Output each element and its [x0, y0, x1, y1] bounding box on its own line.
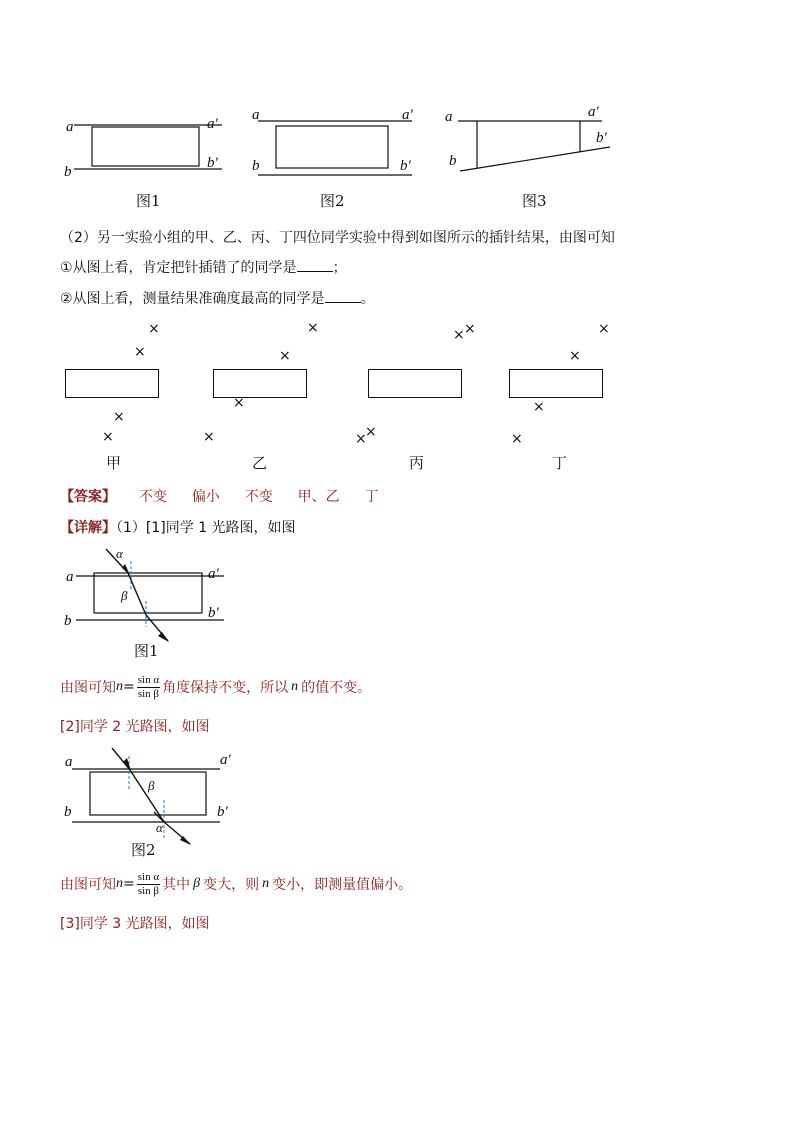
pin-mark: × — [569, 348, 581, 364]
pin-mark: × — [598, 321, 610, 337]
fig1-label-a: a — [66, 119, 74, 135]
formula-prefix: 由图可知 — [60, 680, 116, 696]
pin-mark: × — [453, 327, 465, 343]
pin-box-ding — [509, 369, 603, 398]
detail-fig2-alpha: α — [156, 820, 163, 835]
fig2-caption: 图2 — [320, 192, 345, 210]
detail-fig1-label-a-prime: a′ — [208, 566, 219, 582]
fraction-denominator: sin β — [137, 687, 159, 700]
pin-mark: × — [203, 429, 215, 445]
q2-item-1-end: ； — [332, 260, 347, 276]
fig3-label-b-prime: b′ — [596, 130, 607, 146]
pin-mark: × — [355, 431, 367, 447]
detail-line-5: [3]同学 3 光路图，如图 — [60, 916, 210, 932]
detail-line-1-text: （1）[1]同学 1 光路图，如图 — [116, 520, 296, 536]
pin-box-bing — [368, 369, 462, 398]
fig2-label-b: b — [252, 158, 260, 174]
figure-1-top — [60, 105, 230, 185]
fig2-label-a-prime: a′ — [402, 107, 413, 123]
detail-fig2-label-a-prime: a′ — [220, 752, 231, 768]
equals-sign: = — [123, 679, 135, 695]
q2-item-2-end: 。 — [360, 291, 375, 307]
detail-fig1-label-a: a — [66, 569, 74, 585]
detail-line-2 — [60, 670, 371, 704]
detail-fig1-alpha: α — [116, 546, 123, 561]
answer-item: 不变 — [244, 489, 273, 505]
fig1-label-b: b — [64, 164, 72, 180]
detail-fig2-label-a: a — [65, 754, 73, 770]
detail-fig2-beta: β — [148, 778, 155, 793]
fig3-label-a: a — [445, 109, 453, 125]
pin-mark: × — [102, 429, 114, 445]
fig3-label-b: b — [449, 153, 457, 169]
student-label-jia: 甲 — [106, 454, 122, 472]
pin-mark: × — [113, 409, 125, 425]
pin-mark: × — [533, 399, 545, 415]
pin-mark: × — [279, 348, 291, 364]
student-label-yi: 乙 — [252, 454, 268, 472]
q2-item-1 — [60, 257, 347, 277]
pin-mark: × — [464, 321, 476, 337]
snell-fraction — [137, 871, 160, 898]
fraction-numerator: sin α — [137, 870, 160, 883]
fig2-label-b-prime: b′ — [400, 158, 411, 174]
fig1-label-b-prime: b′ — [207, 155, 218, 171]
detail-fig2-label-b: b — [64, 804, 72, 820]
q2-item-2-text: ②从图上看，测量结果准确度最高的同学是 — [60, 291, 325, 307]
answer-blank-1[interactable] — [297, 259, 333, 272]
student-label-ding: 丁 — [552, 454, 568, 472]
fraction-denominator: sin β — [137, 884, 159, 897]
detail-line-1 — [60, 517, 296, 537]
detail-fig1-caption: 图1 — [134, 642, 159, 660]
student-label-bing: 丙 — [409, 454, 425, 472]
var-n: n — [116, 679, 123, 694]
fig3-caption: 图3 — [522, 192, 547, 210]
pin-mark: × — [148, 321, 160, 337]
fraction-numerator: sin α — [137, 673, 160, 686]
formula-prefix: 由图可知 — [60, 877, 116, 893]
line4-mid-a: 其中 — [162, 877, 191, 893]
line4-mid-b: 变大，则 — [203, 877, 260, 893]
detail-fig1-label-b-prime: b′ — [208, 605, 219, 621]
q2-item-1-text: ①从图上看，肯定把针插错了的同学是 — [60, 260, 297, 276]
answer-tag: 【答案】 — [60, 489, 116, 505]
figure-2-diagram — [250, 105, 420, 185]
detail-line-4 — [60, 867, 412, 901]
line2-suffix-b: 的值不变。 — [301, 680, 372, 696]
answer-item: 不变 — [138, 489, 167, 505]
fig1-caption: 图1 — [136, 192, 161, 210]
var-n: n — [291, 679, 299, 694]
pin-mark: × — [134, 344, 146, 360]
pin-box-yi — [213, 369, 307, 398]
fig2-label-a: a — [252, 107, 260, 123]
pin-mark: × — [365, 424, 377, 440]
q2-item-2 — [60, 288, 375, 308]
pin-mark: × — [233, 395, 245, 411]
pin-mark: × — [307, 320, 319, 336]
fig1-label-a-prime: a′ — [207, 116, 218, 132]
detail-fig2-caption: 图2 — [131, 841, 156, 859]
answer-blank-2[interactable] — [325, 290, 361, 303]
var-n: n — [262, 876, 270, 891]
var-beta: β — [193, 876, 201, 891]
q2-intro: （2）另一实验小组的甲、乙、丙、丁四位同学实验中得到如图所示的插针结果，由图可知 — [60, 230, 615, 246]
detail-fig1-label-b: b — [64, 613, 72, 629]
answer-line — [60, 486, 379, 506]
figure-2-top — [250, 105, 420, 185]
answer-item: 丁 — [364, 489, 379, 505]
line2-suffix-a: 角度保持不变，所以 — [162, 680, 289, 696]
pin-box-jia — [65, 369, 159, 398]
detail-line-3: [2]同学 2 光路图，如图 — [60, 719, 210, 735]
equals-sign: = — [123, 876, 135, 892]
pin-mark: × — [511, 431, 523, 447]
answer-item: 甲、乙 — [297, 489, 340, 505]
fig3-label-a-prime: a′ — [588, 104, 599, 120]
detail-tag: 【详解】 — [60, 520, 116, 536]
snell-fraction — [137, 674, 160, 701]
line4-end: 变小，即测量值偏小。 — [272, 877, 413, 893]
detail-fig2-label-b-prime: b′ — [217, 804, 228, 820]
answer-item: 偏小 — [191, 489, 220, 505]
figure-1-diagram — [60, 105, 230, 185]
detail-fig1-beta: β — [121, 588, 128, 603]
var-n: n — [116, 876, 123, 891]
